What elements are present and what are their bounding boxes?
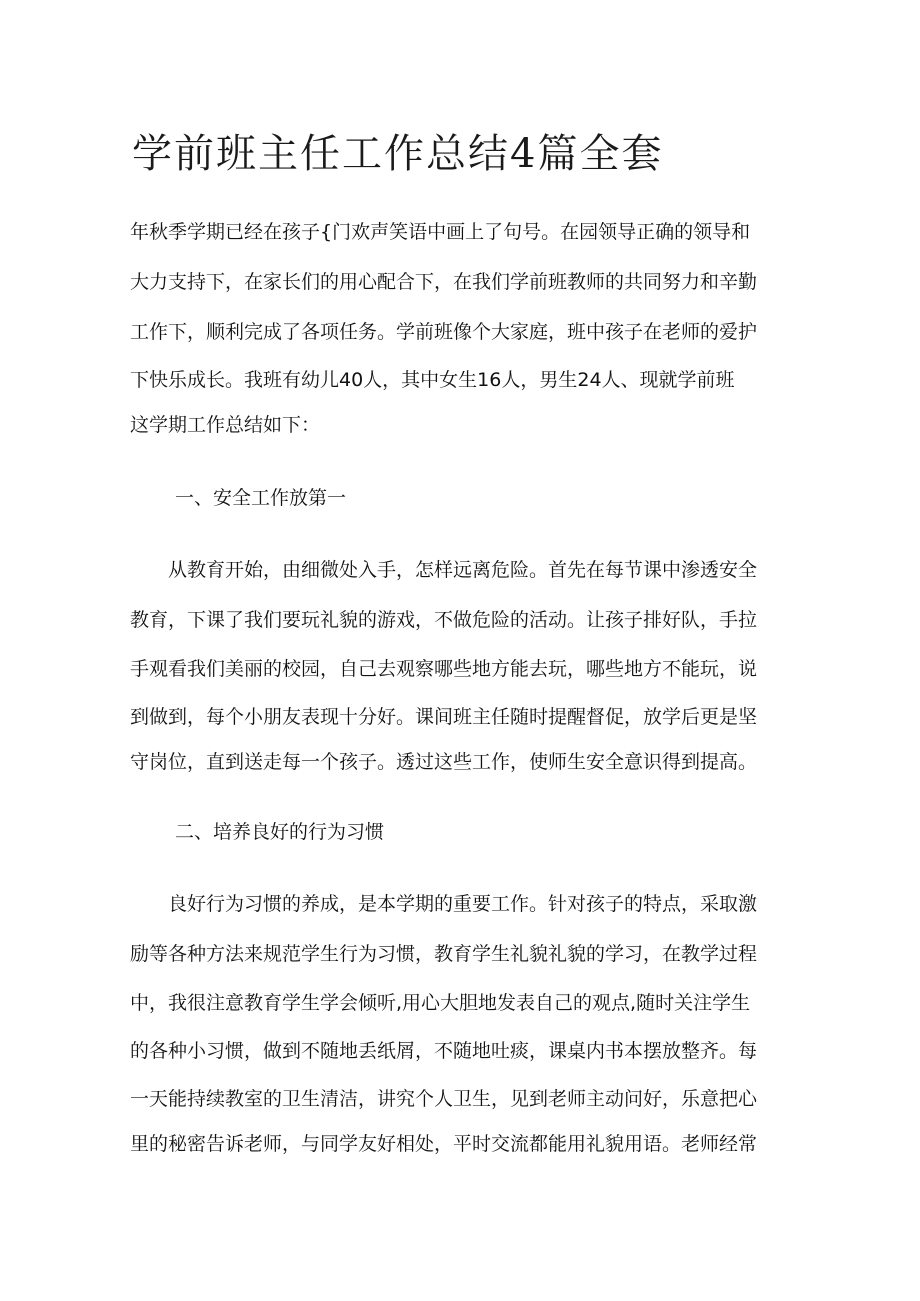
section-1-line-4: 到做到，每个小朋友表现十分好。课间班主任随时提醒督促，放学后更是坚 xyxy=(130,706,758,728)
intro-line-4: 下快乐成长。我班有幼儿40人，其中女生16人，男生24人、现就学前班 xyxy=(130,369,735,391)
section-1-line-1: 从教育开始，由细微处入手，怎样远离危险。首先在每节课中渗透安全 xyxy=(130,559,758,581)
section-1-line-5: 守岗位，直到送走每一个孩子。透过这些工作，使师生安全意识得到提高。 xyxy=(130,751,758,773)
intro-line-2: 大力支持下，在家长们的用心配合下，在我们学前班教师的共同努力和辛勤 xyxy=(130,271,758,293)
intro-line-1: 年秋季学期已经在孩子{门欢声笑语中画上了句号。在园领导正确的领导和 xyxy=(130,221,751,243)
section-2-line-3: 中，我很注意教育学生学会倾听,用心大胆地发表自己的观点,随时关注学生 xyxy=(130,992,751,1014)
section-2-line-4: 的各种小习惯，做到不随地丢纸屑，不随地吐痰，课桌内书本摆放整齐。每 xyxy=(130,1040,758,1062)
section-1-line-3: 手观看我们美丽的校园，自己去观察哪些地方能去玩，哪些地方不能玩，说 xyxy=(130,658,758,680)
section-2-line-1: 良好行为习惯的养成，是本学期的重要工作。针对孩子的特点，采取激 xyxy=(130,893,758,915)
intro-line-3: 工作下，顺利完成了各项任务。学前班像个大家庭，班中孩子在老师的爱护 xyxy=(130,321,758,343)
section-2-line-5: 一天能持续教室的卫生清洁，讲究个人卫生，见到老师主动问好，乐意把心 xyxy=(130,1088,758,1110)
section-2-heading: 二、培养良好的行为习惯 xyxy=(175,821,385,843)
intro-line-5: 这学期工作总结如下： xyxy=(130,414,321,436)
section-2-line-2: 励等各种方法来规范学生行为习惯，教育学生礼貌礼貌的学习，在教学过程 xyxy=(130,943,758,965)
document-title: 学前班主任工作总结4篇全套 xyxy=(132,131,664,177)
section-1-heading: 一、安全工作放第一 xyxy=(175,487,347,509)
section-1-line-2: 教育，下课了我们要玩礼貌的游戏，不做危险的活动。让孩子排好队，手拉 xyxy=(130,609,758,631)
section-2-line-6: 里的秘密告诉老师，与同学友好相处，平时交流都能用礼貌用语。老师经常 xyxy=(130,1133,758,1155)
